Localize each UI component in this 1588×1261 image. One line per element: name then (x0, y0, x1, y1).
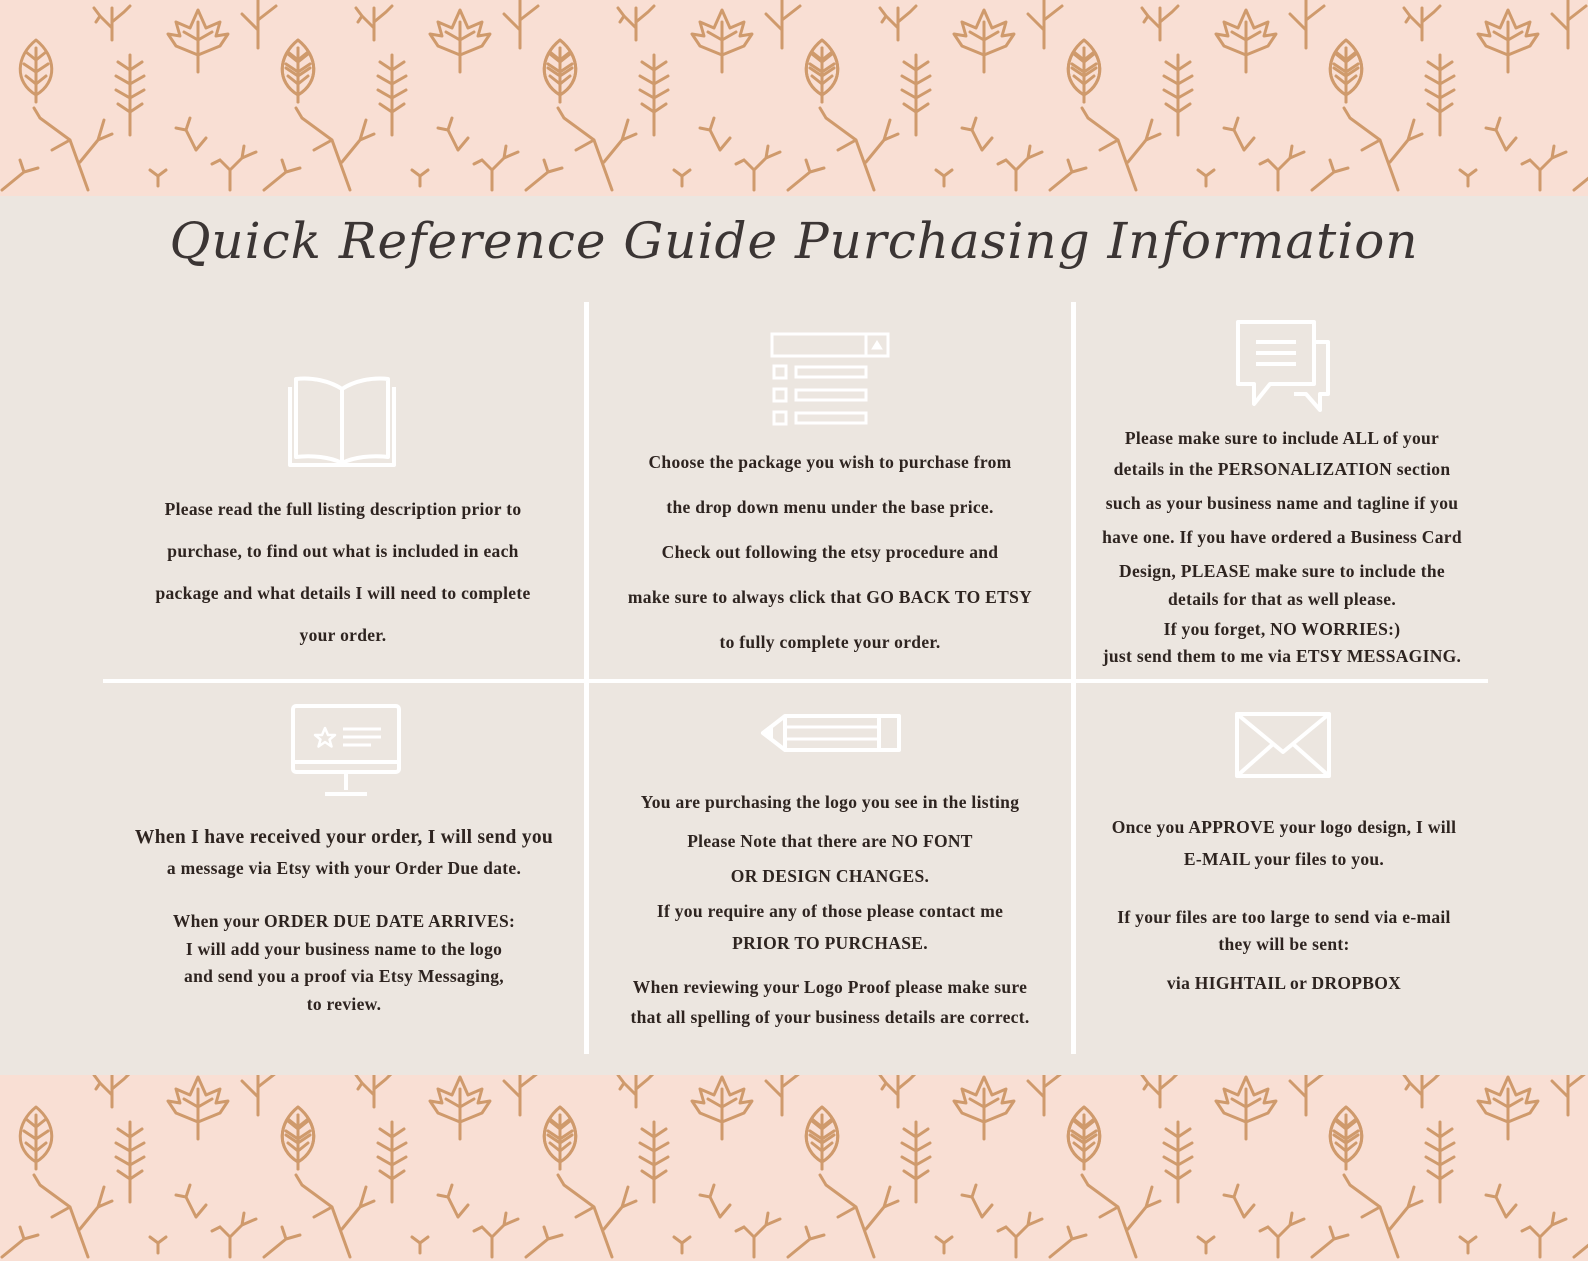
cell-choose-package (589, 302, 1071, 679)
text-line: details in the PERSONALIZATION section (1113, 459, 1451, 479)
text-line: Check out following the etsy procedure and (661, 542, 999, 562)
text-line: to review. (306, 994, 382, 1014)
text-line: your order. (299, 625, 387, 645)
text-line: When your ORDER DUE DATE ARRIVES: (172, 911, 516, 931)
text-line: If you forget, NO WORRIES:) (1163, 619, 1401, 639)
text-line: Please read the full listing description prior to (164, 499, 522, 519)
text-line: I will add your business name to the logo (185, 939, 503, 959)
logo-purchase-text (593, 787, 1067, 1032)
desktop-monitor-icon (291, 704, 401, 804)
text-line: details for that as well please. (1167, 589, 1396, 609)
text-line: You are purchasing the logo you see in the listing (640, 792, 1020, 812)
chat-bubbles-icon (1236, 320, 1332, 420)
cell-logo-purchase (589, 683, 1071, 1054)
text-line: purchase, to find out what is included in each (167, 541, 519, 561)
text-line: If you require any of those please contact me (656, 901, 1004, 921)
text-line: the drop down menu under the base price. (666, 497, 994, 517)
cell-email-files (1076, 683, 1488, 1054)
text-line: OR DESIGN CHANGES. (730, 866, 930, 886)
text-line: Once you APPROVE your logo design, I will (1111, 817, 1457, 837)
cell-personalization (1076, 302, 1488, 679)
leaf-pattern-graphic (0, 1075, 1588, 1261)
page-title: Quick Reference Guide Purchasing Information (169, 212, 1419, 270)
text-line: and send you a proof via Etsy Messaging, (184, 966, 504, 986)
text-line: have one. If you have ordered a Business Card (1102, 527, 1462, 547)
text-line: to fully complete your order. (719, 632, 941, 652)
text-line: such as your business name and tagline if you (1105, 493, 1459, 513)
text-line: Please make sure to include ALL of your (1124, 428, 1440, 448)
order-received-text (109, 823, 579, 1018)
leaf-pattern-graphic (0, 0, 1588, 196)
text-line: via HIGHTAIL or DROPBOX (1166, 973, 1402, 993)
personalization-text (1076, 423, 1488, 670)
cell-read-listing (103, 302, 584, 679)
text-line: E-MAIL your files to you. (1183, 849, 1385, 869)
text-line: a message via Etsy with your Order Due date. (166, 858, 522, 878)
text-line: When I have received your order, I will send you (134, 827, 554, 848)
text-line: PRIOR TO PURCHASE. (732, 933, 928, 953)
text-line: Choose the package you wish to purchase from (648, 452, 1012, 472)
pencil-icon (759, 713, 905, 757)
text-line: that all spelling of your business details are correct. (630, 1007, 1030, 1027)
dropdown-menu-icon (770, 332, 892, 432)
text-line: just send them to me via ETSY MESSAGING. (1102, 646, 1462, 666)
text-line: When reviewing your Logo Proof please make sure (632, 977, 1028, 997)
read-listing-text (123, 488, 563, 656)
text-line: package and what details I will need to complete (155, 583, 531, 603)
email-files-text (1080, 811, 1488, 998)
choose-package-text (599, 440, 1061, 665)
text-line: make sure to always click that GO BACK TO ETSY (627, 587, 1033, 607)
bottom-leaf-pattern (0, 1075, 1588, 1261)
text-line: Design, PLEASE make sure to include the (1119, 561, 1445, 581)
text-line: Please Note that there are NO FONT (687, 831, 973, 851)
top-leaf-pattern (0, 0, 1588, 196)
cell-order-received (103, 683, 584, 1054)
text-line: they will be sent: (1218, 934, 1350, 954)
text-line: If your files are too large to send via e-mail (1117, 907, 1451, 927)
open-book-icon (288, 375, 396, 471)
reference-panel (0, 196, 1588, 1075)
envelope-icon (1235, 712, 1331, 782)
